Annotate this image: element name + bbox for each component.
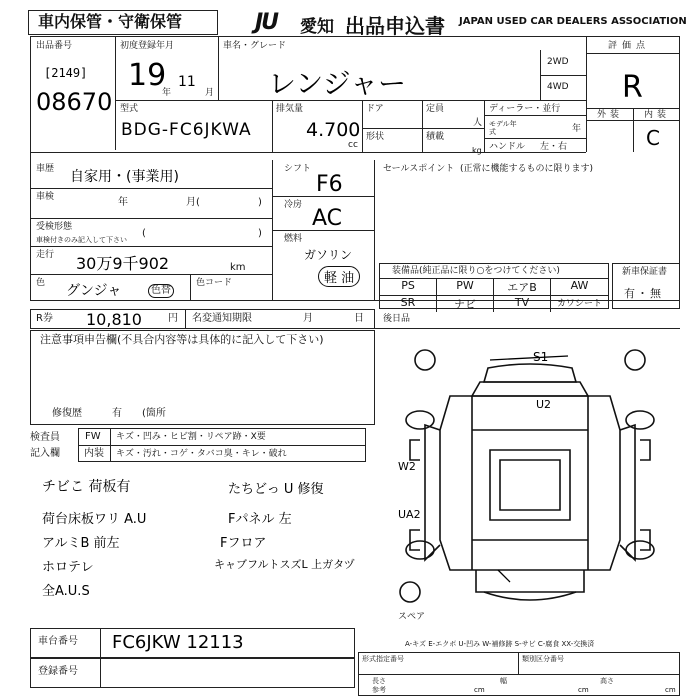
- notes-label: 注意事項申告欄(不具合内容等は具体的に記入して下さい): [40, 333, 324, 346]
- length-unit: cm: [474, 686, 485, 694]
- equipment-sr: SR: [380, 295, 437, 312]
- load-label: 積載: [426, 132, 445, 142]
- ac-value: AC: [312, 206, 343, 231]
- handle-options: 左・右: [540, 142, 568, 152]
- equipment-ps: PS: [380, 278, 437, 295]
- registration-year-unit: 年: [162, 88, 172, 98]
- model-year-label: モデル年式: [489, 120, 517, 136]
- storage-type-title: 車内保管・守衛保管: [38, 12, 183, 31]
- receipt-close: ): [258, 228, 262, 239]
- car-name-value: レンジャー: [268, 67, 407, 100]
- model-label: 型式: [120, 104, 139, 114]
- note-8: キャブフルトスズL 上ガタヅ: [214, 558, 355, 571]
- receipt-paren: (: [142, 228, 146, 239]
- reference-label: 参考: [372, 686, 386, 694]
- repair-value: 有: [112, 408, 122, 419]
- equipment-grid: [380, 278, 608, 311]
- history-value: 自家用・(事業用): [70, 169, 179, 185]
- displacement-unit: cc: [348, 140, 358, 150]
- form-type-label: 形式指定番号: [362, 655, 404, 663]
- model-value: BDG-FC6JKWA: [121, 120, 252, 140]
- damage-w2: W2: [398, 460, 416, 473]
- equipment-leather-seat: カワシート: [551, 295, 608, 312]
- dealer-label: ディーラー・並行: [489, 104, 561, 114]
- association-name: JAPAN USED CAR DEALERS ASSOCIATION: [459, 16, 687, 27]
- displacement-value: 4.700: [306, 119, 361, 141]
- later-items-label: 後日品: [383, 314, 411, 324]
- car-name-label: 車名・グレード: [223, 41, 287, 51]
- repair-location: (箇所: [142, 408, 166, 419]
- receipt-note: 車検付きのみ記入して下さい: [36, 236, 127, 244]
- interior-damage-list: キズ・汚れ・コゲ・タバコ臭・キレ・破れ: [116, 449, 287, 459]
- receipt-label: 受検形態: [36, 222, 73, 232]
- note-6: Fパネル 左: [228, 512, 292, 527]
- equipment-label: 装備品(純正品に限り○をつけてください): [392, 266, 560, 276]
- note-0: チビこ 荷板有: [42, 479, 131, 495]
- class-label: 類別区分番号: [522, 655, 564, 663]
- damage-u2: U2: [536, 398, 552, 411]
- color-code-label: 色コード: [196, 278, 233, 288]
- warranty-label: 新車保証書: [622, 267, 668, 277]
- length-label: 長さ: [372, 677, 386, 685]
- equipment-aw: AW: [551, 278, 608, 295]
- shape-label: 形状: [366, 132, 385, 142]
- interior-label: 内装: [644, 110, 671, 120]
- height-label: 高さ: [600, 677, 614, 685]
- repair-label: 修復歴: [52, 408, 82, 419]
- vehicle-outline-icon: [380, 330, 680, 620]
- recycle-value: 10,810: [86, 310, 142, 329]
- color-label: 色: [36, 278, 46, 288]
- note-1: 荷台床板ワリ A.U: [42, 512, 147, 527]
- grade-value: R: [622, 70, 643, 105]
- ju-logo: [255, 10, 305, 36]
- inspection-year: 年: [118, 197, 128, 208]
- recycle-label: R券: [36, 313, 53, 324]
- mileage-value: 30万9千902: [76, 254, 170, 273]
- warranty-value: 有・無: [624, 287, 663, 300]
- color-value: グンジャ: [66, 283, 122, 299]
- width-label: 幅: [500, 677, 507, 685]
- damage-diagram: [380, 330, 680, 620]
- drive-2wd: 2WD: [547, 57, 569, 67]
- chassis-label: 車台番号: [38, 636, 78, 647]
- inspection-label: 車検: [36, 192, 55, 202]
- inspection-close: ): [258, 197, 262, 208]
- recycle-unit: 円: [168, 313, 178, 324]
- damage-ua2: UA2: [398, 508, 421, 521]
- spare-label: スペア: [398, 612, 426, 622]
- handle-label: ハンドル: [489, 142, 526, 152]
- height-unit: cm: [665, 686, 676, 694]
- note-7: Fフロア: [220, 536, 267, 551]
- grade-label: 評価点: [608, 41, 651, 51]
- mileage-label: 走行: [36, 250, 55, 260]
- note-4: 全A.U.S: [42, 584, 90, 599]
- drive-4wd: 4WD: [547, 82, 569, 92]
- inspector-label: 検査員: [30, 432, 60, 443]
- door-label: ドア: [366, 104, 384, 114]
- lot-number: 08670: [36, 88, 113, 116]
- note-2: アルミB 前左: [42, 536, 120, 551]
- interior-grade-value: C: [646, 126, 660, 150]
- load-unit: kg: [472, 146, 482, 155]
- damage-legend: A-キズ E-エクボ U-凹み W-補修跡 S-サビ C-腐食 XX-交換済: [405, 640, 595, 648]
- registration-year: 19: [128, 58, 167, 93]
- name-change-month: 月: [303, 313, 313, 324]
- mileage-unit: km: [230, 262, 246, 273]
- model-year-unit: 年: [572, 124, 582, 134]
- equipment-pw: PW: [437, 278, 494, 295]
- capacity-unit: 人: [473, 118, 483, 128]
- inspector-entry-label: 記入欄: [30, 448, 60, 459]
- plate-row: [30, 658, 355, 688]
- registration-month: 11: [178, 74, 196, 90]
- lot-sub-number: [2149]: [44, 66, 88, 80]
- damage-s1: S1: [533, 350, 549, 364]
- chassis-value: FC6JKW 12113: [112, 632, 244, 653]
- name-change-label: 名変通知期限: [192, 313, 252, 324]
- equipment-navi: ナビ: [437, 295, 494, 312]
- ac-label: 冷房: [284, 200, 303, 210]
- equipment-tv: TV: [494, 295, 551, 312]
- shift-label: シフト: [284, 164, 312, 174]
- history-label: 車歴: [36, 164, 55, 174]
- note-3: ホロテレ: [42, 560, 94, 575]
- sales-point-note: (正常に機能するものに限ります): [460, 164, 594, 174]
- interior-tag: 内装: [84, 448, 104, 459]
- registration-month-unit: 月: [205, 88, 215, 98]
- color-change-tag: 色替: [148, 284, 174, 298]
- sales-point-label: セールスポイント: [383, 164, 455, 174]
- width-unit: cm: [578, 686, 589, 694]
- form-title: 出品申込書: [345, 14, 445, 38]
- fuel-gasoline: ガソリン: [304, 248, 353, 262]
- displacement-label: 排気量: [276, 104, 304, 114]
- shift-value: F6: [316, 172, 343, 197]
- ju-logo-text: JU: [255, 10, 278, 35]
- brand-name: 愛知: [300, 17, 334, 37]
- lot-number-label: 出品番号: [36, 41, 73, 51]
- equipment-airbag: エアB: [494, 278, 551, 295]
- first-registration-label: 初度登録年月: [120, 41, 175, 51]
- note-5: たちどっ U 修復: [228, 482, 324, 497]
- fuel-label: 燃料: [284, 234, 303, 244]
- name-change-day: 日: [354, 313, 364, 324]
- plate-label: 登録番号: [38, 666, 78, 677]
- inspection-month: 月(: [186, 197, 200, 208]
- fuel-selected: 軽 油: [318, 266, 360, 287]
- capacity-label: 定員: [426, 104, 445, 114]
- exterior-label: 外装: [597, 110, 624, 120]
- fw-tag: FW: [85, 431, 101, 442]
- fw-damage-list: キズ・凹み・ヒビ割・リペア跡・X要: [116, 432, 266, 442]
